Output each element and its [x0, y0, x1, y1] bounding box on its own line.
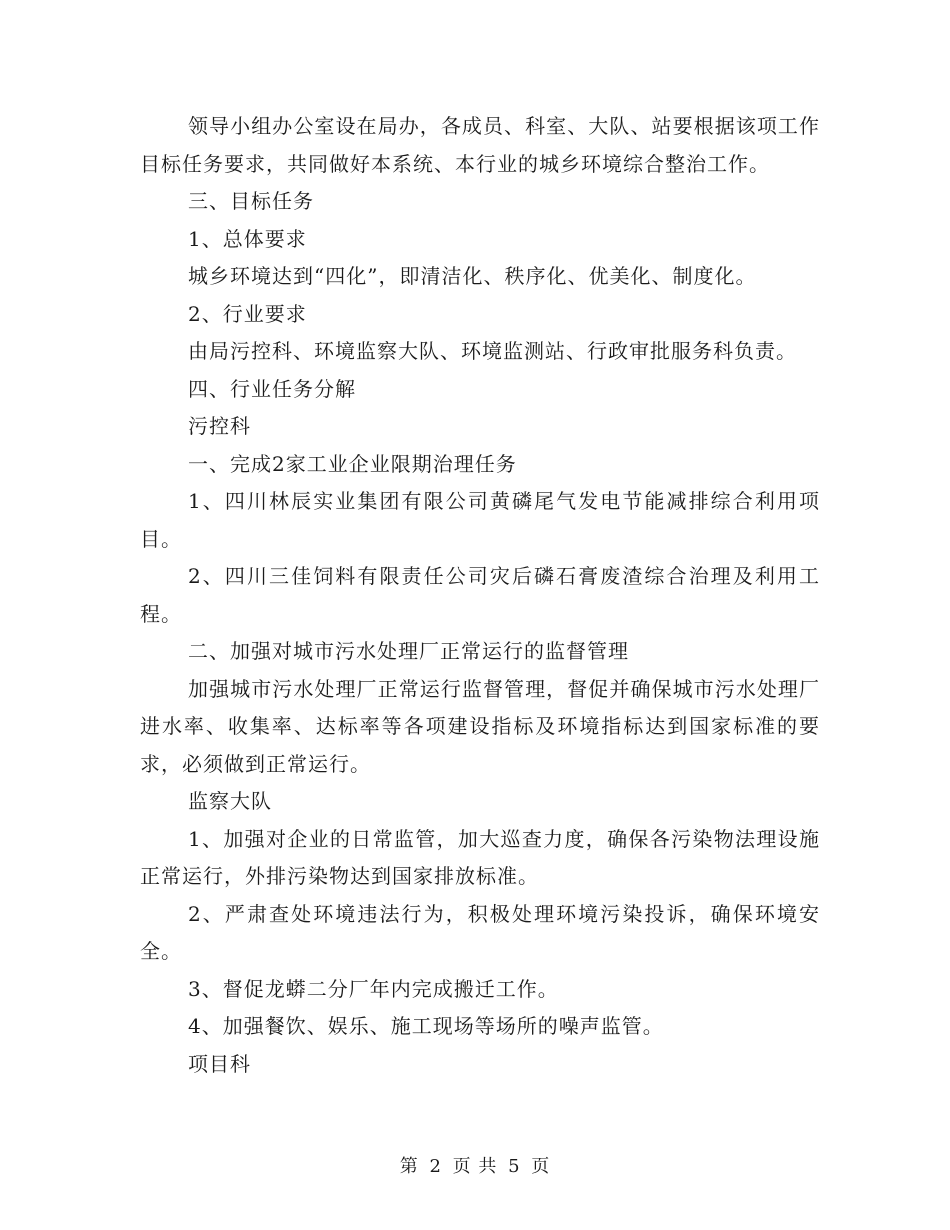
- subsection-heading: 2、行业要求: [188, 301, 307, 326]
- department-heading: 污控科: [188, 414, 251, 438]
- paragraph: 领导小组办公室设在局办，各成员、科室、大队、站要根据该项工作目标任务要求，共同做好本系统、本行业的城乡环境综合整治工作。: [140, 114, 820, 176]
- list-item: 1、四川林辰实业集团有限公司黄磷尾气发电节能减排综合利用项目。: [140, 489, 820, 551]
- list-item: 3、督促龙蟒二分厂年内完成搬迁工作。: [188, 976, 559, 1001]
- list-item: 2、严肃查处环境违法行为，积极处理环境污染投诉，确保环境安全。: [140, 901, 820, 963]
- footer-suffix: 页: [531, 1156, 551, 1177]
- page-current: 2: [429, 1156, 442, 1177]
- subsection-heading: 1、总体要求: [188, 226, 307, 251]
- paragraph: 由局污控科、环境监察大队、环境监测站、行政审批服务科负责。: [188, 339, 797, 363]
- page-footer: [0, 1152, 950, 1178]
- footer-middle: 页 共: [452, 1156, 498, 1177]
- list-item: 1、加强对企业的日常监管，加大巡查力度，确保各污染物法理设施正常运行，外排污染物达到国家排放标准。: [140, 826, 820, 888]
- paragraph: 加强城市污水处理厂正常运行监督管理，督促并确保城市污水处理厂进水率、收集率、达标率等各项建设指标及环境指标达到国家标准的要求，必须做到正常运行。: [140, 676, 820, 776]
- footer-prefix: 第: [399, 1156, 419, 1177]
- department-heading: 项目科: [188, 1051, 251, 1076]
- task-heading: 二、加强对城市污水处理厂正常运行的监督管理: [188, 639, 629, 663]
- paragraph: 城乡环境达到“四化”，即清洁化、秩序化、优美化、制度化。: [188, 264, 757, 288]
- document-body: [140, 108, 820, 1083]
- task-heading: 一、完成2家工业企业限期治理任务: [188, 451, 517, 476]
- department-heading: 监察大队: [188, 789, 272, 813]
- section-heading: 三、目标任务: [188, 189, 314, 213]
- page-total: 5: [508, 1156, 521, 1177]
- list-item: 4、加强餐饮、娱乐、施工现场等场所的噪声监管。: [188, 1014, 664, 1038]
- section-heading: 四、行业任务分解: [188, 376, 356, 401]
- list-item: 2、四川三佳饲料有限责任公司灾后磷石膏废渣综合治理及利用工程。: [140, 564, 820, 626]
